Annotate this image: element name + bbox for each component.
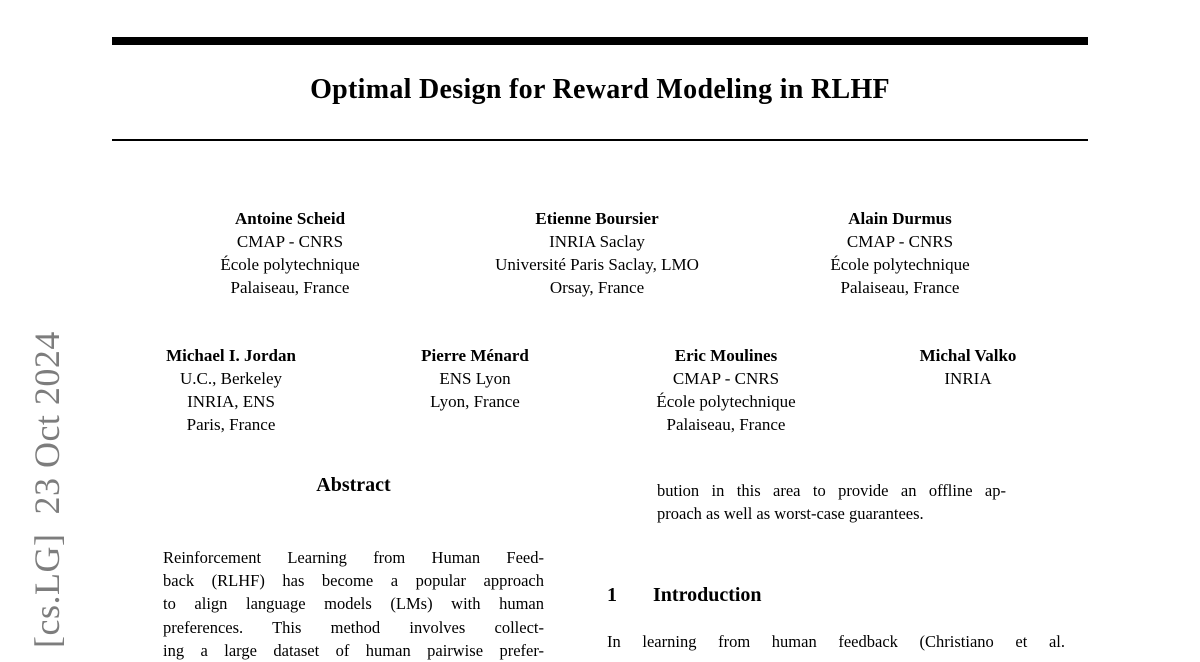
title-separator-rule [112, 139, 1088, 141]
author-affiliation: ENS Lyon [439, 369, 511, 388]
author-name: Eric Moulines [674, 346, 778, 365]
author-block [421, 344, 529, 413]
author-block [830, 207, 969, 299]
author-affiliation: INRIA, ENS [187, 392, 275, 411]
author-affiliation: INRIA [944, 369, 992, 388]
abstract-heading: Abstract [316, 474, 391, 496]
author-affiliation: INRIA Saclay [549, 232, 645, 251]
author-name: Michael I. Jordan [166, 346, 296, 365]
abstract-line: to align language models (LMs) with human [163, 594, 544, 614]
author-affiliation: CMAP - CNRS [236, 232, 344, 251]
author-affiliation: École polytechnique [830, 255, 970, 274]
section-number: 1 [607, 584, 617, 606]
abstract-continuation [657, 479, 1006, 525]
author-affiliation: Université Paris Saclay, LMO [495, 255, 699, 274]
abstract-line: proach as well as worst-case guarantees. [657, 504, 924, 523]
abstract-line: bution in this area to provide an offline ap- [657, 481, 1006, 500]
author-name: Etienne Boursier [535, 209, 659, 228]
abstract-line: back (RLHF) has become a popular approach [163, 571, 544, 591]
author-affiliation: Lyon, France [430, 392, 520, 411]
author-block [220, 207, 359, 299]
author-affiliation: Palaiseau, France [666, 415, 786, 434]
author-block [166, 344, 296, 436]
author-name: Michal Valko [919, 346, 1017, 365]
section-heading [607, 584, 762, 607]
abstract-line-clipped: ing a large dataset of human pairwise prefer- [163, 640, 544, 660]
author-name: Antoine Scheid [234, 209, 346, 228]
author-affiliation: U.C., Berkeley [180, 369, 282, 388]
author-affiliation: Orsay, France [549, 278, 645, 297]
abstract-text [163, 546, 544, 662]
abstract-line: Reinforcement Learning from Human Feed- [163, 548, 544, 567]
author-name: Pierre Ménard [421, 346, 529, 365]
author-affiliation: École polytechnique [656, 392, 796, 411]
section-title: Introduction [653, 584, 762, 606]
intro-first-line: In learning from human feedback (Christiano et al. [607, 632, 1065, 651]
paper-title: Optimal Design for Reward Modeling in RLHF [310, 74, 890, 105]
author-affiliation: Paris, France [186, 415, 276, 434]
top-thick-rule [112, 37, 1088, 45]
arxiv-watermark: [cs.LG] 23 Oct 2024 [27, 331, 67, 648]
author-name: Alain Durmus [848, 209, 952, 228]
abstract-line: preferences. This method involves collect- [163, 617, 544, 637]
author-affiliation: CMAP - CNRS [672, 369, 780, 388]
author-affiliation: CMAP - CNRS [846, 232, 954, 251]
author-block [920, 344, 1017, 390]
author-affiliation: École polytechnique [220, 255, 360, 274]
author-block [656, 344, 795, 436]
author-affiliation: Palaiseau, France [230, 278, 350, 297]
author-affiliation: Palaiseau, France [840, 278, 960, 297]
author-block [495, 207, 699, 299]
